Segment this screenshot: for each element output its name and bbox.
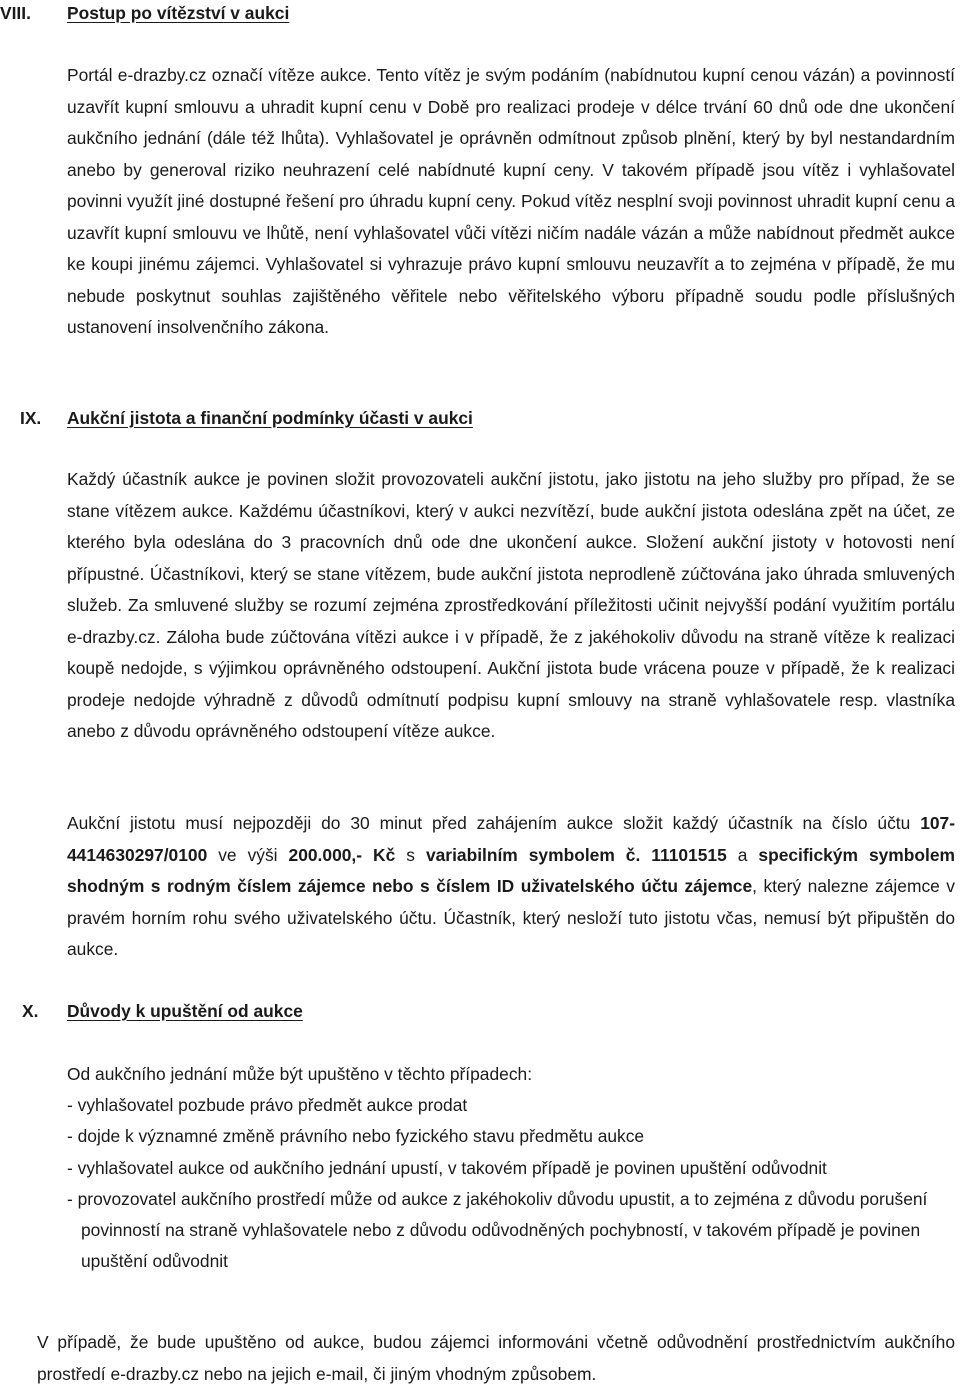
section-number: X. xyxy=(22,1001,39,1021)
section-title: Důvody k upuštění od aukce xyxy=(67,1001,303,1021)
closing-paragraph: V případě, že bude upuštěno od aukce, budou zájemci informováni včetně odůvodnění prostřednictvím aukčního prostředí e-drazby.cz nebo na jejich e-mail, či jiným vhodným způsobem. xyxy=(37,1332,955,1384)
variable-symbol: 11101515 xyxy=(651,844,727,865)
deposit-payment-paragraph: Aukční jistotu musí nejpozději do 30 minut před zahájením aukce složit každý účastník na číslo účtu 107-4414630297/0100 ve výši 200.000,- Kč s variabilním symbolem č. 11101515 a specifickým symbolem shodným s rodným číslem zájemce nebo s číslem ID uživatelského účtu zájemce, který nalezne zájemce v pravém horním rohu svého uživatelského účtu. Účastník, který nesloží tuto jistotu včas, nemusí být připuštěn do aukce. xyxy=(67,813,956,959)
section-ix-paragraph: Každý účastník aukce je povinen složit provozovateli aukční jistotu, jako jistotu na jeho služby pro případ, že se stane vítězem aukce. Každému účastníkovi, který v aukci nezvítězí, bude aukční jistota odeslána zpět na účet, ze kterého byla odeslána do 3 pracovních dnů ode dne ukončení aukce. Složení aukční jistoty v hotovosti není přípustné. Účastníkovi, který se stane vítězem, bude aukční jistota neprodleně zúčtována jako úhrada smluvených služeb. Za smluvené služby se rozumí zejména zprostředkování příležitosti učinit nejvyšší podání využitím portálu e-drazby.cz. Záloha bude zúčtována vítězi aukce i v případě, že z jakéhokoliv důvodu na straně vítěze k realizaci koupě nedojde, s výjimkou oprávněného odstoupení. Aukční jistota bude vrácena pouze v případě, že k realizaci prodeje nedojde výhradně z důvodů odmítnutí podpisu kupní smlouvy na straně vyhlašovatele resp. vlastníka anebo z důvodu oprávněného odstoupení vítěze aukce. xyxy=(67,469,955,741)
section-number: IX. xyxy=(20,408,42,428)
list-item: - vyhlašovatel aukce od aukčního jednání upustí, v takovém případě je povinen upuštění odůvodnit xyxy=(67,1157,827,1178)
specific-symbol: specifickým symbolem shodným s rodným číslem zájemce nebo s číslem ID uživatelského účtu zájemce xyxy=(67,844,955,896)
section-title: Aukční jistota a finanční podmínky účasti v aukci xyxy=(67,408,473,428)
section-viii-paragraph: Portál e-drazby.cz označí vítěze aukce. Tento vítěz je svým podáním (nabídnutou kupní cenou vázán) a povinností uzavřít kupní smlouvu a uhradit kupní cenu v Době pro realizaci prodeje v délce trvání 60 dnů ode dne ukončení aukčního jednání (dále též lhůta). Vyhlašovatel je oprávněn odmítnout způsob plnění, který by byl nestandardním anebo by generoval riziko neuhrazení celé nabídnuté kupní ceny. V takovém případě jsou vítěz i vyhlašovatel povinni využít jiné dostupné řešení pro úhradu kupní ceny. Pokud vítěz nesplní svoji povinnost uhradit kupní cenu a uzavřít kupní smlouvu ve lhůtě, není vyhlašovatel vůči vítězi ničím nadále vázán a může nabídnout předmět aukce ke koupi jinému zájemci. Vyhlašovatel si vyhrazuje právo kupní smlouvu neuzavřít a to zejména v případě, že mu nebude poskytnut souhlas zajištěného věřitele nebo věřitelského výboru případně soudu podle příslušných ustanovení insolvenčního zákona. xyxy=(67,65,955,337)
section-viii-heading xyxy=(0,0,960,26)
list-item: - vyhlašovatel pozbude právo předmět aukce prodat xyxy=(67,1095,468,1116)
list-item: - dojde k významné změně právního nebo fyzického stavu předmětu aukce xyxy=(67,1126,645,1147)
variable-symbol-label: variabilním symbolem č. xyxy=(425,844,641,865)
bank-account-number: 107-4414630297/0100 xyxy=(67,813,955,865)
list-intro: Od aukčního jednání může být upuštěno v těchto případech: xyxy=(67,1064,533,1084)
section-x-heading xyxy=(0,998,960,1024)
section-number: VIII. xyxy=(0,3,31,23)
section-ix-heading xyxy=(0,405,960,431)
list-item: - provozovatel aukčního prostředí může od aukce z jakéhokoliv důvodu upustit, a to zejména z důvodu porušení povinností na straně vyhlašovatele nebo z důvodu odůvodněných pochybností, v takovém případě je povinen upuštění odůvodnit xyxy=(67,1188,928,1272)
deposit-amount: 200.000,- Kč xyxy=(288,844,396,865)
withdrawal-reasons xyxy=(67,1059,955,1277)
section-title: Postup po vítězství v aukci xyxy=(67,3,290,23)
